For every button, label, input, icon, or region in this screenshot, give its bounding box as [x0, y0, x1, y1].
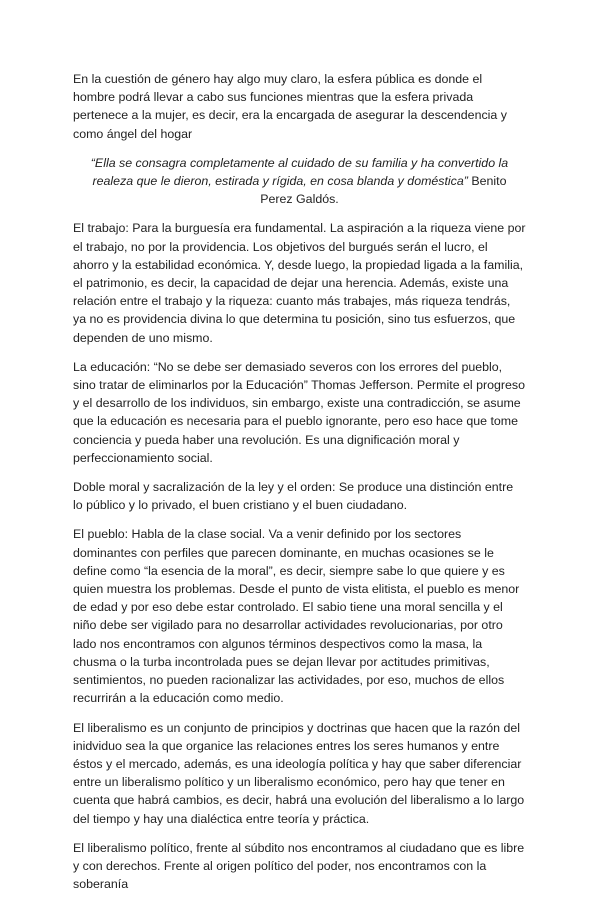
paragraph-work: El trabajo: Para la burguesía era fundamental. La aspiración a la riqueza viene por el trabajo, no por la providencia. Los objetivos del burgués serán el lucro, el ahorro y la estabilidad económica. Y, desde luego, la propiedad ligada a la familia, el patrimonio, es decir, la capacidad de dejar una herencia. Además, existe una relación entre el trabajo y la riqueza: cuanto más trabajes, más riqueza tendrás, ya no es providencia divina lo que determina tu posición, sino tus esfuerzos, que dependen de uno mismo.: [73, 221, 526, 345]
paragraph-liberalism: El liberalismo es un conjunto de principios y doctrinas que hacen que la razón del inidviduo sea la que organice las relaciones entres los seres humanos y entre éstos y el mercado, además, es una ideología política y hay que saber diferenciar entre un liberalismo político y un liberalismo económico, pero hay que tener en cuenta que habrá cambios, es decir, habrá una evolución del liberalismo a lo largo del tiempo y hay una dialéctica entre teoría y práctica.: [73, 720, 525, 826]
galdos-quote: [73, 154, 526, 209]
paragraph-people: El pueblo: Habla de la clase social. Va a venir definido por los sectores dominantes con perfiles que parecen dominante, en muchas ocasiones se le define como “la esencia de la moral”, es decir, siempre sabe lo que quiere y es quien muestra los problemas. Desde el punto de vista elitista, el pueblo es menor de edad y por eso debe estar controlado. El sabio tiene una moral sencilla y el niño debe ser vigilado para no desarrollar actividades revolucionarias, por otro lado nos encontramos con algunos términos despectivos como la masa, la chusma o la turba incontrolada pues se dejan llevar por actitudes primitivas, sentimientos, no pueden racionalizar las actividades, por eso, muchos de ellos recurrirán a la educación como medio.: [73, 527, 520, 706]
paragraph-gender-roles: En la cuestión de género hay algo muy claro, la esfera pública es donde el hombre podrá llevar a cabo sus funciones mientras que la esfera privada pertenece a la mujer, es decir, era la encargada de asegurar la descendencia y como ángel del hogar: [73, 72, 507, 141]
quote-text: “Ella se consagra completamente al cuidado de su familia y ha convertido la realeza que le dieron, estirada y rígida, en cosa blanda y doméstica”: [90, 155, 509, 189]
document-page: [73, 70, 526, 904]
quote-author: Benito Perez Galdós.: [260, 174, 507, 207]
paragraph-political-liberalism: El liberalismo político, frente al súbdito nos encontramos al ciudadano que es libre y con derechos. Frente al origen político del poder, nos encontramos con la soberanía: [73, 840, 525, 892]
paragraph-education: La educación: “No se debe ser demasiado severos con los errores del pueblo, sino tratar de eliminarlos por la Educación” Thomas Jefferson. Permite el progreso y el desarrollo de los individuos, sin embargo, existe una contradicción, se asume que la educación es necesaria para el pueblo ignorante, pero eso hace que tome conciencia y pueda haber una revolución. Es una dignificación moral y perfeccionamiento social.: [73, 359, 526, 465]
paragraph-double-morality: Doble moral y sacralización de la ley y el orden: Se produce una distinción entre lo público y lo privado, el buen cristiano y el buen ciudadano.: [73, 480, 514, 513]
